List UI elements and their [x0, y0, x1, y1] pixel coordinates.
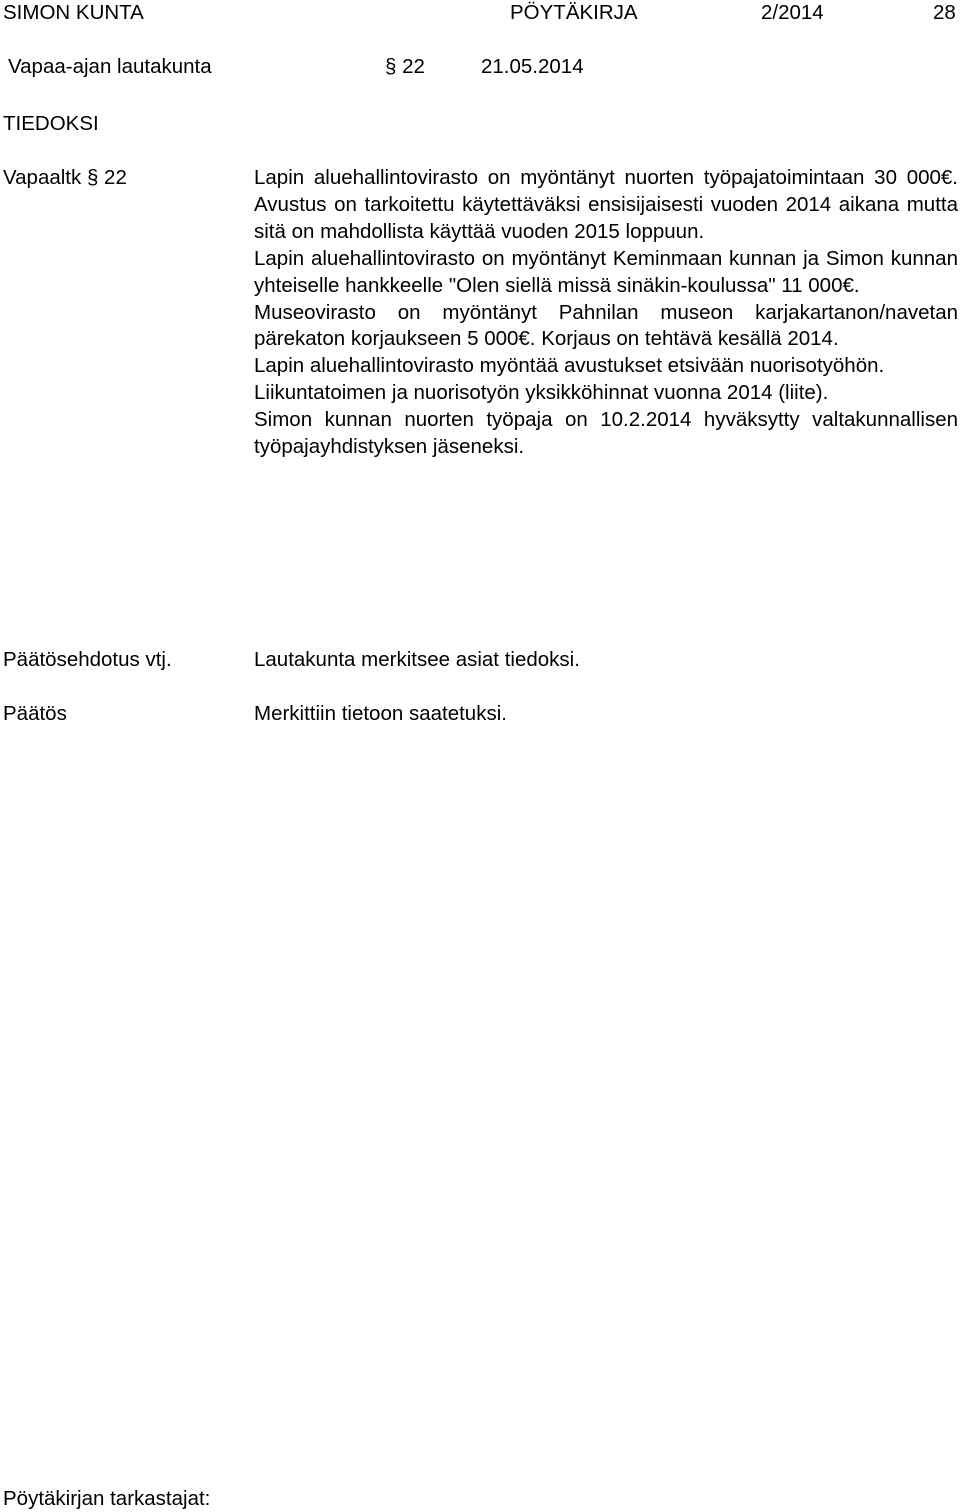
decision-label: Päätös [3, 702, 67, 725]
section-number: § 22 [385, 55, 425, 78]
committee-name: Vapaa-ajan lautakunta [8, 55, 212, 78]
header-document-type: PÖYTÄKIRJA [510, 1, 638, 24]
item-label: Vapaaltk § 22 [3, 166, 127, 189]
decision-text: Merkittiin tietoon saatetuksi. [254, 702, 507, 725]
footer-reviewers-label: Pöytäkirjan tarkastajat: [3, 1487, 211, 1510]
body-paragraph: Lapin aluehallintovirasto myöntää avustukset etsivään nuorisotyöhön. [254, 354, 885, 378]
meeting-date: 21.05.2014 [481, 55, 584, 78]
header-organization: SIMON KUNTA [3, 1, 144, 24]
header-page-number: 28 [933, 1, 956, 24]
body-paragraph: Simon kunnan nuorten työpaja on 10.2.2014 hyväksytty valtakunnallisen työpajayhdistyksen jäseneksi. [254, 408, 958, 459]
topic-title: TIEDOKSI [3, 112, 99, 135]
proposal-label: Päätösehdotus vtj. [3, 648, 172, 671]
proposal-text: Lautakunta merkitsee asiat tiedoksi. [254, 648, 580, 671]
header-document-number: 2/2014 [761, 1, 824, 24]
body-paragraph: Lapin aluehallintovirasto on myöntänyt nuorten työpajatoimintaan 30 000€. Avustus on tarkoitettu käytettäväksi ensisijaisesti vuoden 2014 aikana mutta sitä on mahdollista käyttää vuoden 2015 loppuun. [254, 166, 958, 243]
body-paragraph: Liikuntatoimen ja nuorisotyön yksikköhinnat vuonna 2014 (liite). [254, 381, 829, 405]
body-text [254, 165, 958, 461]
body-paragraph: Lapin aluehallintovirasto on myöntänyt Keminmaan kunnan ja Simon kunnan yhteiselle hankkeelle "Olen siellä missä sinäkin-koulussa" 11 000€. [254, 246, 958, 297]
body-paragraph: Museovirasto on myöntänyt Pahnilan museon karjakartanon/navetan pärekaton korjaukseen 5 000€. Korjaus on tehtävä kesällä 2014. [254, 300, 958, 351]
